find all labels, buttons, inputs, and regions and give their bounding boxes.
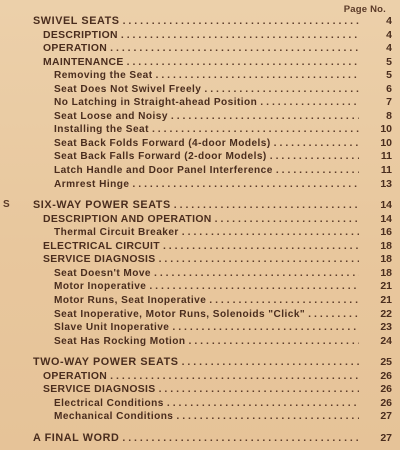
toc-entry-page: 6 (386, 83, 392, 95)
toc-entry (54, 110, 362, 123)
toc-entry-title: ELECTRICAL CIRCUIT (43, 241, 160, 252)
dot-leader (163, 240, 359, 253)
toc-entry (33, 356, 362, 369)
toc-entry-title: DESCRIPTION (43, 30, 118, 41)
stray-mark: S (3, 199, 10, 210)
dot-leader (276, 164, 359, 177)
dot-leader (110, 370, 359, 383)
toc-entry-page: 11 (380, 150, 392, 162)
toc-entry-title: Motor Inoperative (54, 281, 147, 292)
dot-leader (152, 123, 359, 136)
dot-leader (159, 253, 359, 266)
dot-leader (189, 335, 360, 348)
toc-entry-page: 4 (386, 29, 392, 41)
toc-entry (54, 69, 362, 82)
dot-leader (308, 308, 359, 321)
toc-entry-title: SIX-WAY POWER SEATS (33, 199, 171, 211)
toc-entry-title: DESCRIPTION AND OPERATION (43, 214, 212, 225)
toc-entry-title: Seat Has Rocking Motion (54, 336, 186, 347)
dot-leader (156, 69, 359, 82)
toc-entry (54, 294, 362, 307)
toc-entry (43, 213, 362, 226)
toc-entry-title: Latch Handle and Door Panel Interference (54, 165, 273, 176)
toc-entry-page: 21 (380, 294, 392, 306)
toc-entry-page: 25 (380, 356, 392, 368)
dot-leader (182, 356, 359, 369)
toc-entry-title: Slave Unit Inoperative (54, 322, 170, 333)
toc-entry-page: 7 (386, 96, 392, 108)
toc-entry-title: Armrest Hinge (54, 179, 130, 190)
toc-entry (54, 321, 362, 334)
toc-entry-page: 23 (380, 321, 392, 333)
toc-entry-title: SERVICE DIAGNOSIS (43, 254, 156, 265)
toc-entry-title: Seat Loose and Noisy (54, 111, 168, 122)
toc-entry (54, 226, 362, 239)
toc-entry-page: 13 (380, 178, 392, 190)
dot-leader (204, 83, 359, 96)
toc-entry (54, 267, 362, 280)
toc-entry (33, 432, 362, 445)
toc-entry-page: 18 (380, 240, 392, 252)
toc-entry-title: No Latching in Straight-ahead Position (54, 97, 258, 108)
toc-entry (43, 370, 362, 383)
toc-entry-page: 24 (380, 335, 392, 347)
toc-entry-title: OPERATION (43, 43, 108, 54)
toc-entry (54, 83, 362, 96)
toc-entry-title: Removing the Seat (54, 70, 153, 81)
toc-entry-page: 4 (386, 42, 392, 54)
toc-entry (54, 164, 362, 177)
toc-entry-title: Seat Back Falls Forward (2-door Models) (54, 151, 267, 162)
toc-entry (54, 178, 362, 191)
toc-entry-title: A FINAL WORD (33, 432, 120, 444)
toc-entry-title: Seat Does Not Swivel Freely (54, 84, 202, 95)
toc-entry-page: 5 (386, 69, 392, 81)
toc-entry-title: SWIVEL SEATS (33, 15, 120, 27)
dot-leader (174, 199, 359, 212)
toc-entry-page: 27 (380, 410, 392, 422)
dot-leader (123, 15, 359, 28)
toc-entry (33, 199, 362, 212)
toc-entry (54, 137, 362, 150)
toc-entry (43, 56, 362, 69)
toc-entry (43, 383, 362, 396)
toc-entry-title: Motor Runs, Seat Inoperative (54, 295, 207, 306)
toc-entry-title: OPERATION (43, 371, 108, 382)
toc-entry (43, 42, 362, 55)
toc-entry-title: MAINTENANCE (43, 57, 124, 68)
dot-leader (167, 397, 359, 410)
dot-leader (171, 110, 359, 123)
toc-entry-title: Mechanical Conditions (54, 411, 174, 422)
toc-entry (43, 240, 362, 253)
dot-leader (110, 42, 359, 55)
toc-entry-page: 5 (386, 56, 392, 68)
toc-entry-title: TWO-WAY POWER SEATS (33, 356, 179, 368)
toc-entry (54, 335, 362, 348)
toc-entry (54, 123, 362, 136)
toc-entry-page: 26 (380, 397, 392, 409)
toc-entry-page: 26 (380, 370, 392, 382)
toc-entry (54, 397, 362, 410)
toc-entry (54, 150, 362, 163)
dot-leader (154, 267, 359, 280)
dot-leader (127, 56, 359, 69)
toc-entry-page: 26 (380, 383, 392, 395)
page-no-header: Page No. (343, 4, 386, 15)
toc-entry (54, 410, 362, 423)
dot-leader (209, 294, 359, 307)
toc-entry-page: 10 (380, 123, 392, 135)
dot-leader (274, 137, 359, 150)
toc-entry (54, 308, 362, 321)
dot-leader (270, 150, 359, 163)
toc-entry-page: 18 (380, 253, 392, 265)
toc-entry-page: 14 (380, 199, 392, 211)
dot-leader (215, 213, 359, 226)
toc-entry-title: Seat Inoperative, Motor Runs, Solenoids "Click" (54, 309, 306, 320)
dot-leader (159, 383, 359, 396)
toc-entry-title: Seat Doesn't Move (54, 268, 151, 279)
toc-entry-page: 22 (380, 308, 392, 320)
toc-entry-title: SERVICE DIAGNOSIS (43, 384, 156, 395)
toc-entry-page: 4 (386, 15, 392, 27)
dot-leader (121, 29, 359, 42)
dot-leader (176, 410, 359, 423)
toc-entry-page: 10 (380, 137, 392, 149)
dot-leader (132, 178, 359, 191)
toc-entry (43, 29, 362, 42)
toc-entry-page: 16 (380, 226, 392, 238)
toc-entry-page: 27 (380, 432, 392, 444)
dot-leader (182, 226, 359, 239)
toc-entry-page: 8 (386, 110, 392, 122)
toc-entry-page: 11 (380, 164, 392, 176)
toc-entry-page: 18 (380, 267, 392, 279)
toc-entry (33, 15, 362, 28)
toc-entry-title: Thermal Circuit Breaker (54, 227, 179, 238)
toc-entry-title: Installing the Seat (54, 124, 149, 135)
toc-entry-title: Electrical Conditions (54, 398, 164, 409)
toc-entry (54, 96, 362, 109)
dot-leader (172, 321, 359, 334)
toc-entry-page: 21 (380, 280, 392, 292)
toc-entry (54, 280, 362, 293)
toc-entry (43, 253, 362, 266)
toc-entry-page: 14 (380, 213, 392, 225)
toc-entry-title: Seat Back Folds Forward (4-door Models) (54, 138, 271, 149)
dot-leader (260, 96, 359, 109)
dot-leader (122, 432, 359, 445)
dot-leader (149, 280, 359, 293)
